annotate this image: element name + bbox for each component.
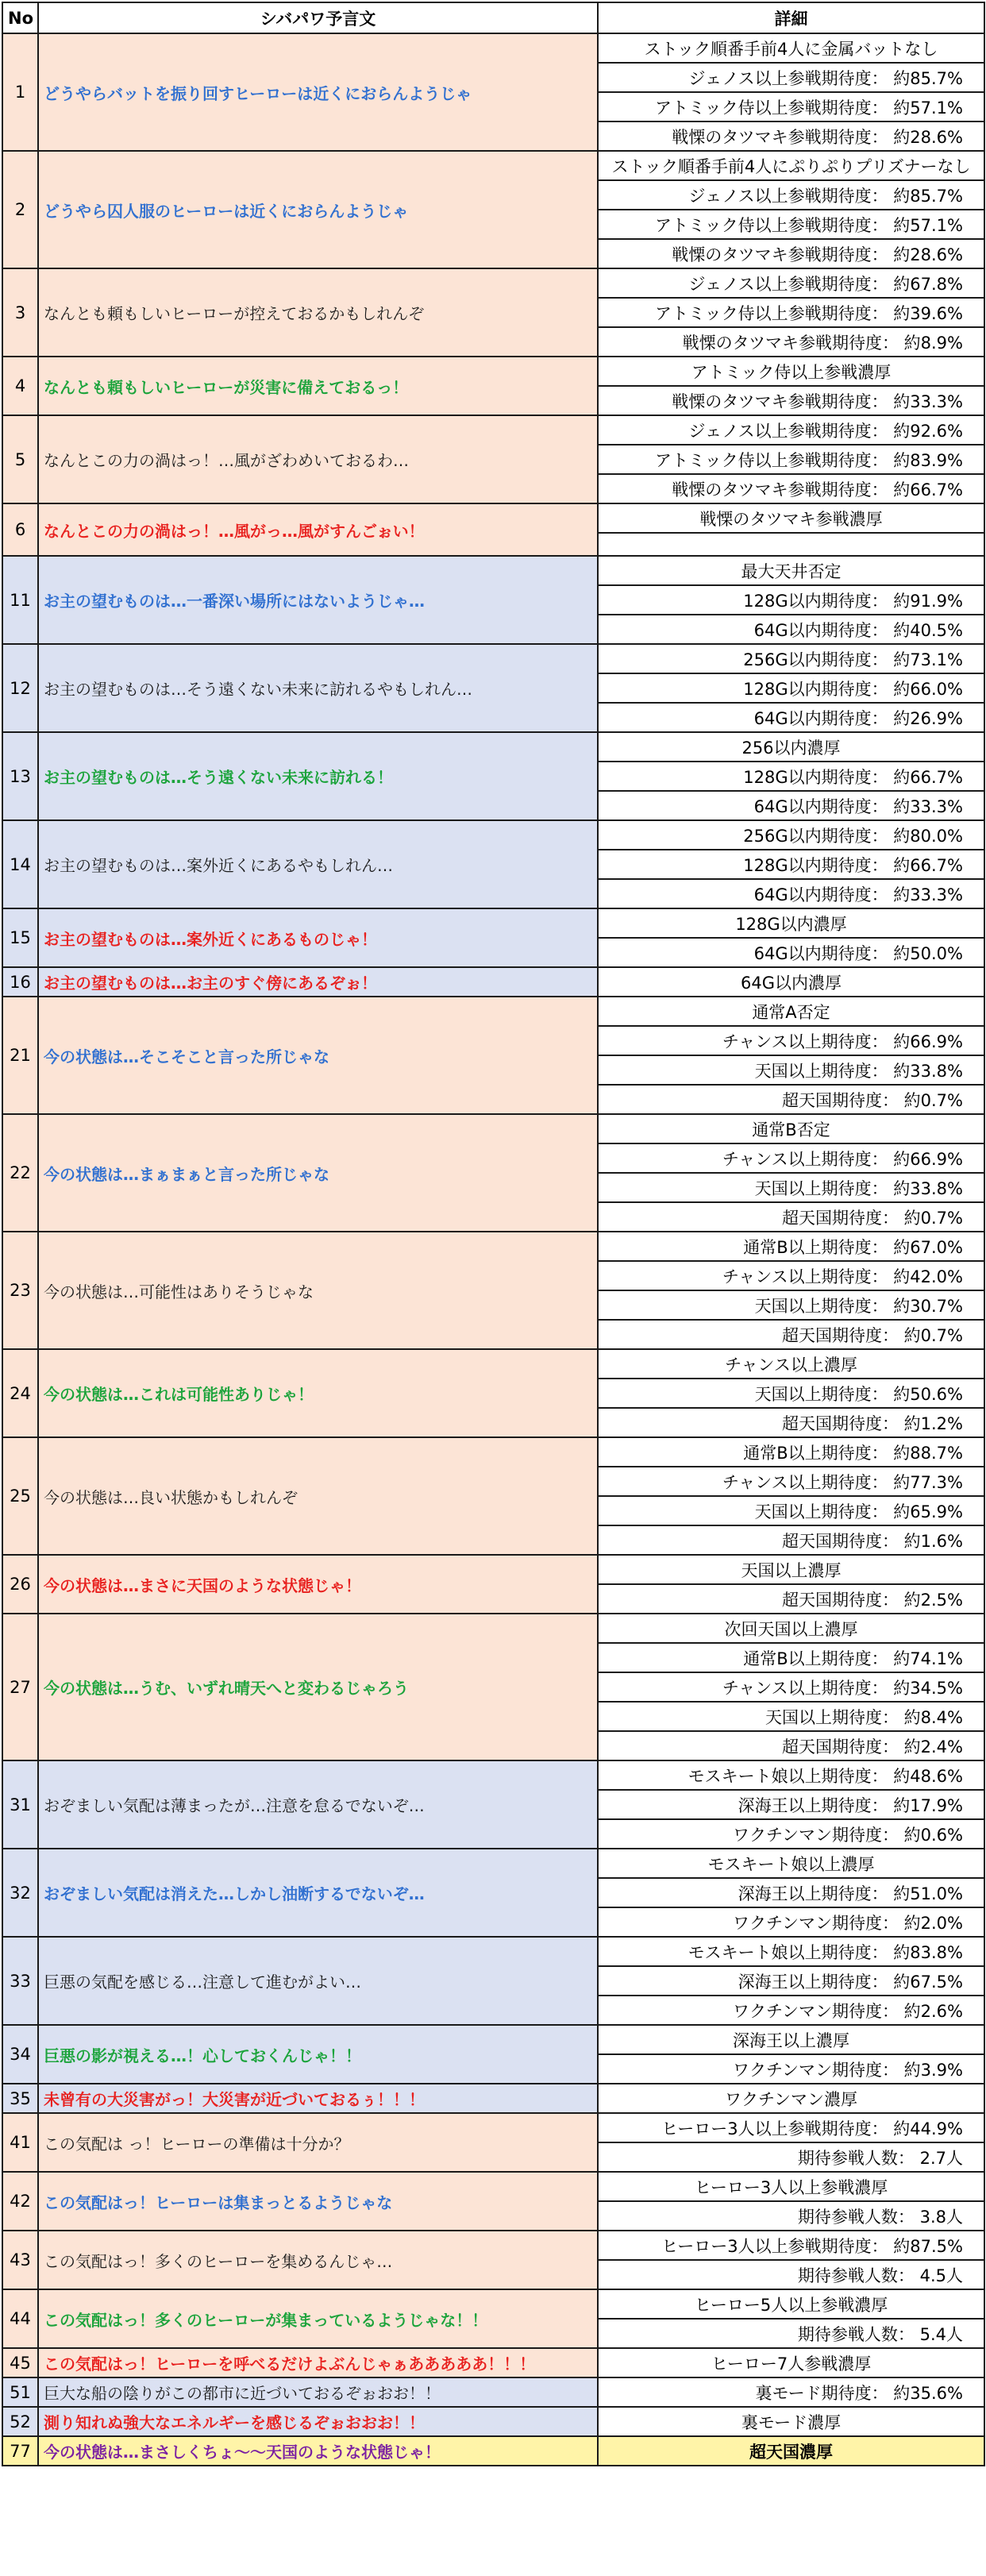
row-number: 21 <box>2 997 38 1114</box>
prediction-text: 巨悪の影が視える…！心しておくんじゃ！！ <box>38 2025 598 2084</box>
table-row <box>2 1232 984 1261</box>
table-row <box>2 1849 984 1878</box>
header-no: No <box>2 2 38 33</box>
table-row <box>2 1349 984 1379</box>
detail-cell: 期待参戦人数： 4.5人 <box>598 2260 984 2289</box>
detail-cell: 超天国濃厚 <box>598 2436 984 2466</box>
detail-cell: 裏モード濃厚 <box>598 2407 984 2436</box>
detail-cell: 天国以上期待度： 約65.9% <box>598 1496 984 1525</box>
prediction-text: この気配はっ！ヒーローは集まっとるようじゃな <box>38 2172 598 2231</box>
detail-cell: ヒーロー5人以上参戦濃厚 <box>598 2289 984 2319</box>
detail-cell: ワクチンマン期待度： 約2.6% <box>598 1996 984 2025</box>
detail-cell: 深海王以上期待度： 約51.0% <box>598 1878 984 1907</box>
detail-cell: ストック順番手前4人に金属バットなし <box>598 33 984 63</box>
detail-cell: モスキート娘以上濃厚 <box>598 1849 984 1878</box>
row-number: 12 <box>2 644 38 732</box>
prediction-text: 巨大な船の陰りがこの都市に近づいておるぞぉおお！！ <box>38 2377 598 2407</box>
table-row <box>2 1760 984 1790</box>
detail-cell: チャンス以上期待度： 約34.5% <box>598 1672 984 1702</box>
detail-cell: ジェノス以上参戦期待度： 約67.8% <box>598 268 984 298</box>
table-row <box>2 415 984 445</box>
detail-cell: ヒーロー7人参戦濃厚 <box>598 2348 984 2377</box>
detail-cell: 天国以上期待度： 約8.4% <box>598 1702 984 1731</box>
table-row <box>2 967 984 997</box>
prediction-table <box>2 2 985 2466</box>
table-row <box>2 2436 984 2466</box>
prediction-text: 今の状態は…良い状態かもしれんぞ <box>38 1437 598 1555</box>
row-number: 43 <box>2 2231 38 2289</box>
row-number: 33 <box>2 1937 38 2025</box>
detail-cell: 期待参戦人数： 2.7人 <box>598 2142 984 2172</box>
row-number: 41 <box>2 2113 38 2172</box>
detail-cell: 128G以内期待度： 約91.9% <box>598 585 984 615</box>
row-number: 5 <box>2 415 38 503</box>
detail-cell: チャンス以上濃厚 <box>598 1349 984 1379</box>
prediction-text: お主の望むものは…お主のすぐ傍にあるぞぉ！ <box>38 967 598 997</box>
row-number: 6 <box>2 503 38 556</box>
row-number: 32 <box>2 1849 38 1937</box>
detail-cell: 超天国期待度： 約1.6% <box>598 1525 984 1555</box>
table-row <box>2 2377 984 2407</box>
detail-cell: ワクチンマン濃厚 <box>598 2084 984 2113</box>
header-row <box>2 2 984 33</box>
row-number: 22 <box>2 1114 38 1232</box>
table-row <box>2 151 984 180</box>
table-row <box>2 2231 984 2260</box>
detail-cell: 深海王以上期待度： 約17.9% <box>598 1790 984 1819</box>
table-row <box>2 1937 984 1966</box>
prediction-text: なんとも頼もしいヒーローが災害に備えておるっ！ <box>38 357 598 415</box>
row-number: 1 <box>2 33 38 151</box>
detail-cell: 戦慄のタツマキ参戦濃厚 <box>598 503 984 533</box>
detail-cell: チャンス以上期待度： 約77.3% <box>598 1467 984 1496</box>
detail-cell: 天国以上期待度： 約30.7% <box>598 1290 984 1320</box>
detail-cell: 256G以内期待度： 約80.0% <box>598 820 984 850</box>
prediction-text: この気配はっ！多くのヒーローを集めるんじゃ… <box>38 2231 598 2289</box>
detail-cell: 戦慄のタツマキ参戦期待度： 約28.6% <box>598 121 984 151</box>
detail-cell: 64G以内濃厚 <box>598 967 984 997</box>
detail-cell: 超天国期待度： 約2.4% <box>598 1731 984 1760</box>
prediction-text: 未曾有の大災害がっ！大災害が近づいておるぅ！！！ <box>38 2084 598 2113</box>
detail-cell: 天国以上期待度： 約33.8% <box>598 1173 984 1202</box>
row-number: 45 <box>2 2348 38 2377</box>
detail-cell: ジェノス以上参戦期待度： 約85.7% <box>598 63 984 92</box>
prediction-text: 今の状態は…まさに天国のような状態じゃ！ <box>38 1555 598 1614</box>
detail-cell: 期待参戦人数： 5.4人 <box>598 2319 984 2348</box>
detail-cell: 256G以内期待度： 約73.1% <box>598 644 984 673</box>
table-row <box>2 997 984 1026</box>
detail-cell: 64G以内期待度： 約26.9% <box>598 703 984 732</box>
table-row <box>2 732 984 762</box>
row-number: 14 <box>2 820 38 908</box>
row-number: 26 <box>2 1555 38 1614</box>
prediction-text: お主の望むものは…一番深い場所にはないようじゃ… <box>38 556 598 644</box>
table-row <box>2 2348 984 2377</box>
table-row <box>2 2025 984 2054</box>
prediction-text: この気配はっ！ヒーローを呼べるだけよぶんじゃぁあああああ！！！ <box>38 2348 598 2377</box>
table-row <box>2 2407 984 2436</box>
table-row <box>2 1437 984 1467</box>
detail-cell: ワクチンマン期待度： 約2.0% <box>598 1907 984 1937</box>
table-row <box>2 268 984 298</box>
detail-cell: ヒーロー3人以上参戦期待度： 約44.9% <box>598 2113 984 2142</box>
prediction-text: この気配は っ！ヒーローの準備は十分か？ <box>38 2113 598 2172</box>
table-row <box>2 820 984 850</box>
row-number: 4 <box>2 357 38 415</box>
row-number: 24 <box>2 1349 38 1437</box>
detail-cell: 期待参戦人数： 3.8人 <box>598 2201 984 2231</box>
prediction-text: お主の望むものは…案外近くにあるやもしれん… <box>38 820 598 908</box>
detail-cell: 深海王以上期待度： 約67.5% <box>598 1966 984 1996</box>
detail-cell: ジェノス以上参戦期待度： 約85.7% <box>598 180 984 210</box>
row-number: 25 <box>2 1437 38 1555</box>
detail-cell: 超天国期待度： 約0.7% <box>598 1202 984 1232</box>
detail-cell: 128G以内期待度： 約66.0% <box>598 673 984 703</box>
table-body <box>2 33 984 2466</box>
table-row <box>2 1614 984 1643</box>
detail-cell: 64G以内期待度： 約40.5% <box>598 615 984 644</box>
detail-cell: ジェノス以上参戦期待度： 約92.6% <box>598 415 984 445</box>
row-number: 42 <box>2 2172 38 2231</box>
prediction-text: なんとこの力の渦はっ！…風がっ…風がすんごぉい！ <box>38 503 598 556</box>
detail-cell: 超天国期待度： 約0.7% <box>598 1085 984 1114</box>
table-row <box>2 1114 984 1143</box>
detail-cell: チャンス以上期待度： 約66.9% <box>598 1026 984 1055</box>
detail-cell: ストック順番手前4人にぷりぷりプリズナーなし <box>598 151 984 180</box>
table-row <box>2 357 984 386</box>
detail-cell: ワクチンマン期待度： 約3.9% <box>598 2054 984 2084</box>
detail-cell: 深海王以上濃厚 <box>598 2025 984 2054</box>
prediction-text: おぞましい気配は薄まったが…注意を怠るでないぞ… <box>38 1760 598 1849</box>
prediction-text: なんとこの力の渦はっ！…風がざわめいておるわ… <box>38 415 598 503</box>
detail-cell: チャンス以上期待度： 約66.9% <box>598 1143 984 1173</box>
detail-cell: 通常B以上期待度： 約67.0% <box>598 1232 984 1261</box>
detail-cell: 256以内濃厚 <box>598 732 984 762</box>
detail-cell: 超天国期待度： 約1.2% <box>598 1408 984 1437</box>
detail-cell: ヒーロー3人以上参戦期待度： 約87.5% <box>598 2231 984 2260</box>
prediction-text: 今の状態は…うむ、いずれ晴天へと変わるじゃろう <box>38 1614 598 1760</box>
row-number: 16 <box>2 967 38 997</box>
row-number: 3 <box>2 268 38 357</box>
detail-cell: モスキート娘以上期待度： 約48.6% <box>598 1760 984 1790</box>
table-row <box>2 2172 984 2201</box>
detail-cell: 戦慄のタツマキ参戦期待度： 約66.7% <box>598 474 984 503</box>
prediction-text: 今の状態は…まさしくちょ～～天国のような状態じゃ！ <box>38 2436 598 2466</box>
header-text: シバパワ予言文 <box>38 2 598 33</box>
detail-cell: 64G以内期待度： 約50.0% <box>598 938 984 967</box>
detail-cell: 裏モード期待度： 約35.6% <box>598 2377 984 2407</box>
detail-cell: 戦慄のタツマキ参戦期待度： 約8.9% <box>598 327 984 357</box>
prediction-text: どうやら囚人服のヒーローは近くにおらんようじゃ <box>38 151 598 268</box>
prediction-text: 今の状態は…まぁまぁと言った所じゃな <box>38 1114 598 1232</box>
table-row <box>2 2084 984 2113</box>
prediction-text: 今の状態は…可能性はありそうじゃな <box>38 1232 598 1349</box>
prediction-text: 今の状態は…そこそこと言った所じゃな <box>38 997 598 1114</box>
table-row <box>2 503 984 533</box>
detail-cell: 通常A否定 <box>598 997 984 1026</box>
table-row <box>2 908 984 938</box>
prediction-text: 今の状態は…これは可能性ありじゃ！ <box>38 1349 598 1437</box>
row-number: 27 <box>2 1614 38 1760</box>
prediction-text: なんとも頼もしいヒーローが控えておるかもしれんぞ <box>38 268 598 357</box>
table-row <box>2 644 984 673</box>
detail-cell: アトミック侍以上参戦期待度： 約57.1% <box>598 210 984 239</box>
row-number: 31 <box>2 1760 38 1849</box>
detail-cell: 超天国期待度： 約0.7% <box>598 1320 984 1349</box>
detail-cell: 通常B以上期待度： 約88.7% <box>598 1437 984 1467</box>
table-row <box>2 2289 984 2319</box>
detail-cell: 128G以内期待度： 約66.7% <box>598 762 984 791</box>
prediction-text: 測り知れぬ強大なエネルギーを感じるぞぉおおお！！ <box>38 2407 598 2436</box>
detail-cell: 天国以上期待度： 約50.6% <box>598 1379 984 1408</box>
detail-cell: モスキート娘以上期待度： 約83.8% <box>598 1937 984 1966</box>
table-row <box>2 33 984 63</box>
row-number: 44 <box>2 2289 38 2348</box>
detail-cell: アトミック侍以上参戦期待度： 約39.6% <box>598 298 984 327</box>
row-number: 34 <box>2 2025 38 2084</box>
table-row <box>2 1555 984 1584</box>
prediction-text: お主の望むものは…そう遠くない未来に訪れる！ <box>38 732 598 820</box>
detail-cell: アトミック侍以上参戦濃厚 <box>598 357 984 386</box>
detail-cell: 天国以上濃厚 <box>598 1555 984 1584</box>
detail-cell: 128G以内期待度： 約66.7% <box>598 850 984 879</box>
header-detail: 詳細 <box>598 2 984 33</box>
row-number: 15 <box>2 908 38 967</box>
detail-cell: 天国以上期待度： 約33.8% <box>598 1055 984 1085</box>
prediction-text: 巨悪の気配を感じる…注意して進むがよい… <box>38 1937 598 2025</box>
detail-cell: 最大天井否定 <box>598 556 984 585</box>
prediction-text: お主の望むものは…そう遠くない未来に訪れるやもしれん… <box>38 644 598 732</box>
detail-cell: 通常B否定 <box>598 1114 984 1143</box>
detail-cell: 戦慄のタツマキ参戦期待度： 約28.6% <box>598 239 984 268</box>
row-number: 52 <box>2 2407 38 2436</box>
prediction-text: どうやらバットを振り回すヒーローは近くにおらんようじゃ <box>38 33 598 151</box>
detail-cell: 戦慄のタツマキ参戦期待度： 約33.3% <box>598 386 984 415</box>
row-number: 77 <box>2 2436 38 2466</box>
row-number: 2 <box>2 151 38 268</box>
table-row <box>2 556 984 585</box>
row-number: 11 <box>2 556 38 644</box>
detail-cell-empty <box>598 533 984 556</box>
detail-cell: チャンス以上期待度： 約42.0% <box>598 1261 984 1290</box>
detail-cell: ワクチンマン期待度： 約0.6% <box>598 1819 984 1849</box>
detail-cell: アトミック侍以上参戦期待度： 約83.9% <box>598 445 984 474</box>
row-number: 35 <box>2 2084 38 2113</box>
row-number: 13 <box>2 732 38 820</box>
prediction-text: この気配はっ！多くのヒーローが集まっているようじゃな！！ <box>38 2289 598 2348</box>
detail-cell: 64G以内期待度： 約33.3% <box>598 791 984 820</box>
table-row <box>2 2113 984 2142</box>
detail-cell: 64G以内期待度： 約33.3% <box>598 879 984 908</box>
detail-cell: 超天国期待度： 約2.5% <box>598 1584 984 1614</box>
detail-cell: 次回天国以上濃厚 <box>598 1614 984 1643</box>
row-number: 23 <box>2 1232 38 1349</box>
detail-cell: 128G以内濃厚 <box>598 908 984 938</box>
detail-cell: アトミック侍以上参戦期待度： 約57.1% <box>598 92 984 121</box>
row-number: 51 <box>2 2377 38 2407</box>
detail-cell: ヒーロー3人以上参戦濃厚 <box>598 2172 984 2201</box>
detail-cell: 通常B以上期待度： 約74.1% <box>598 1643 984 1672</box>
prediction-text: お主の望むものは…案外近くにあるものじゃ！ <box>38 908 598 967</box>
prediction-text: おぞましい気配は消えた…しかし油断するでないぞ… <box>38 1849 598 1937</box>
